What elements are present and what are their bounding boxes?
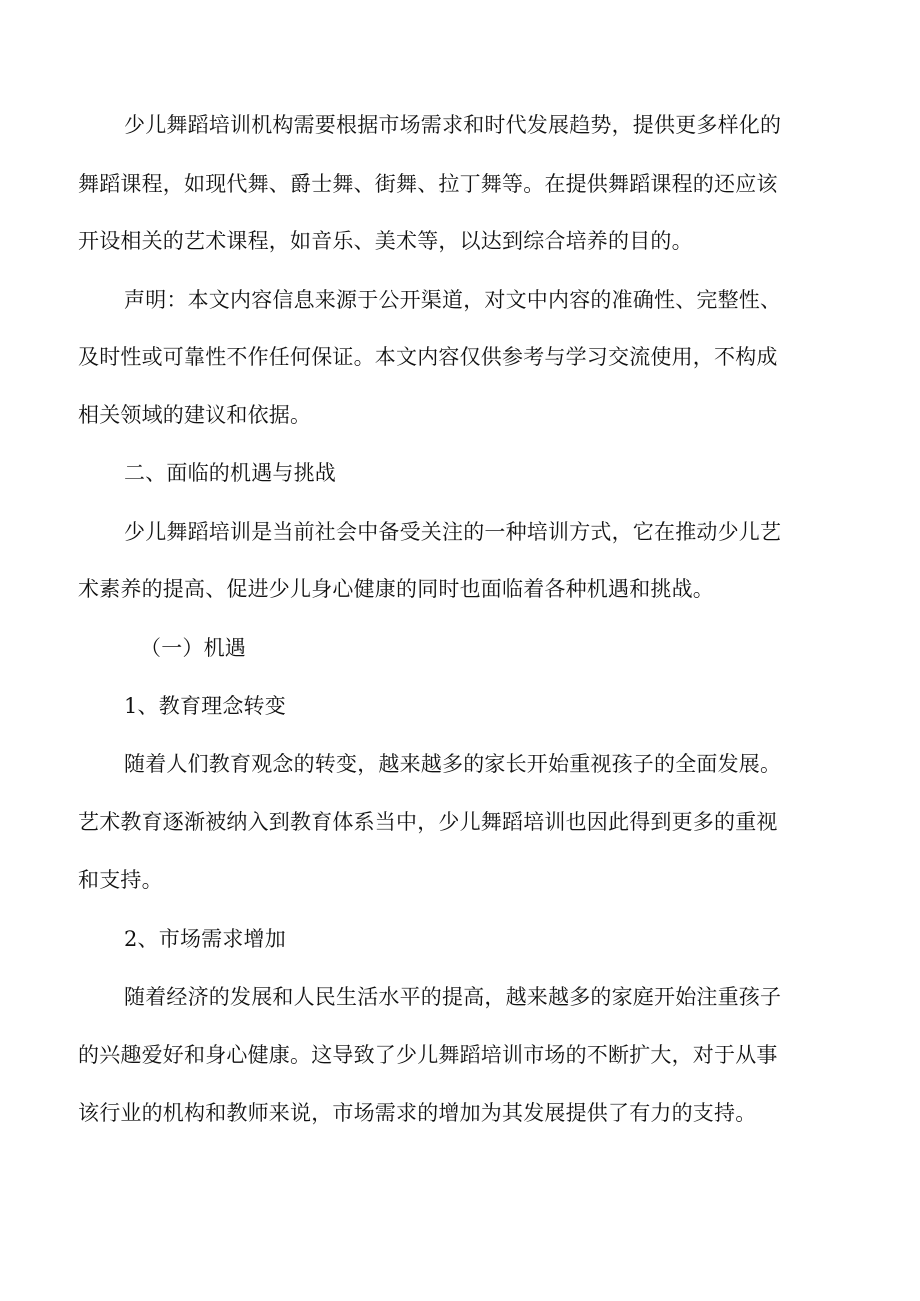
para3-line2: 艺术教育逐渐被纳入到教育体系当中，少儿舞蹈培训也因此得到更多的重视 <box>78 810 778 834</box>
subsection-heading: （一）机遇 <box>140 636 246 660</box>
para2-line1: 少儿舞蹈培训是当前社会中备受关注的一种培训方式，它在推动少儿艺 <box>124 520 782 544</box>
para4-line2: 的兴趣爱好和身心健康。这导致了少儿舞蹈培训市场的不断扩大，对于从事 <box>78 1043 778 1067</box>
para2-line2: 术素养的提高、促进少儿身心健康的同时也面临着各种机遇和挑战。 <box>78 577 714 601</box>
para3-line3: 和支持。 <box>78 868 163 892</box>
item1-heading: 1、教育理念转变 <box>124 694 286 718</box>
para4-line1: 随着经济的发展和人民生活水平的提高，越来越多的家庭开始注重孩子 <box>124 985 782 1009</box>
disclaimer-line2: 及时性或可靠性不作任何保证。本文内容仅供参考与学习交流使用，不构成 <box>78 345 778 369</box>
para3-line1: 随着人们教育观念的转变，越来越多的家长开始重视孩子的全面发展。 <box>124 752 782 776</box>
section-heading: 二、面临的机遇与挑战 <box>124 461 336 485</box>
item2-heading: 2、市场需求增加 <box>124 927 286 951</box>
para1-line2: 舞蹈课程，如现代舞、爵士舞、街舞、拉丁舞等。在提供舞蹈课程的还应该 <box>78 172 778 196</box>
disclaimer-line1: 声明：本文内容信息来源于公开渠道，对文中内容的准确性、完整性、 <box>124 288 782 312</box>
para4-line3: 该行业的机构和教师来说，市场需求的增加为其发展提供了有力的支持。 <box>78 1101 757 1125</box>
para1-line3: 开设相关的艺术课程，如音乐、美术等，以达到综合培养的目的。 <box>78 229 693 253</box>
para1-line1: 少儿舞蹈培训机构需要根据市场需求和时代发展趋势，提供更多样化的 <box>124 113 782 137</box>
disclaimer-line3: 相关领域的建议和依据。 <box>78 403 312 427</box>
